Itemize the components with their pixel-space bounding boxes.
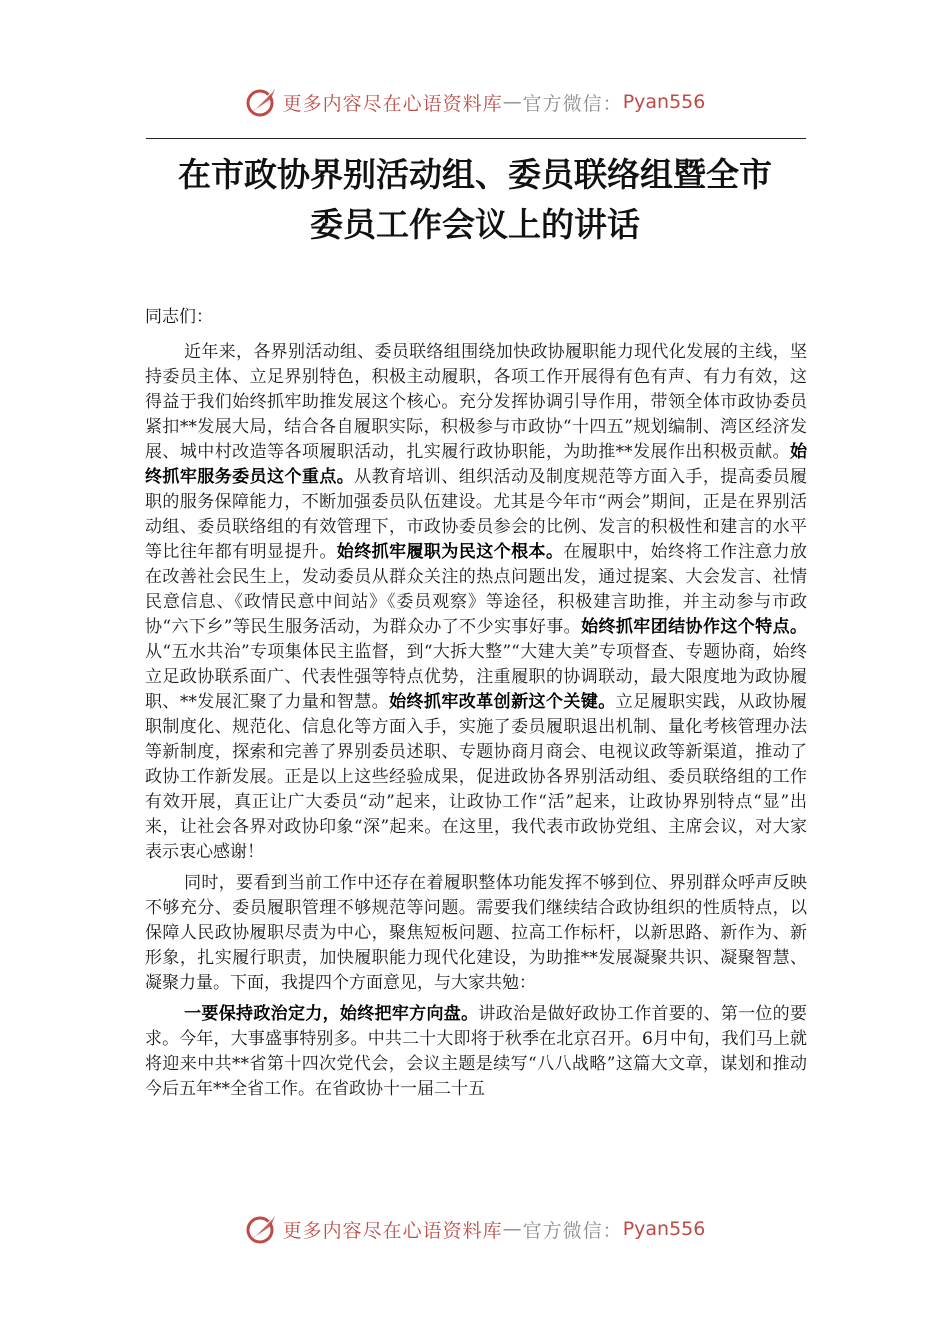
p1-bold-2: 始终抓牢履职为民这个根本。 xyxy=(336,542,564,562)
banner-main-text: 更多内容尽在心语资料库 xyxy=(282,92,503,115)
p3-bold-1: 一要保持政治定力，始终把牢方向盘。 xyxy=(184,1004,479,1024)
p1-text-5: 立足履职实践，从政协履职制度化、规范化、信息化等方面入手，实施了委员履职退出机制、量化考核管理办法等新制度，探索和完善了界别委员述职、专题协商月商会、电视议政等新渠道，推动了政协工作新发展。正是以上这些经验成果，促进政协各界别活动组、委员联络组的工作有效开展，真正让广大委员“动”起来，让政协工作“活”起来，让政协界别特点“显”出来，让社会各界对政协印象“深”起来。在这里，我代表市政协党组、主席会议，对大家表示衷心感谢！ xyxy=(145,692,808,862)
banner-brand: Pyan556 xyxy=(622,91,706,113)
footer-banner xyxy=(0,1209,950,1249)
banner-main-text: 更多内容尽在心语资料库 xyxy=(282,1219,503,1242)
p1-text-3: 在履职中，始终将工作注意力放在改善社会民生上，发动委员从群众关注的热点问题出发，通过提案、大会发言、社情民意信息、《政情民意中间站》《委员观察》等途径，积极建言助推，并主动参与市政协“六下乡”等民生服务活动，为群众办了不少实事好事。 xyxy=(145,542,808,637)
p1-bold-1: 始终抓牢服务委员这个重点。 xyxy=(145,442,807,487)
banner-sub-text: 官方微信： xyxy=(522,92,623,115)
header-banner xyxy=(0,82,950,122)
header-divider xyxy=(146,138,806,139)
feather-pen-logo-icon xyxy=(245,1212,279,1246)
p1-text-1: 近年来，各界别活动组、委员联络组围绕加快政协履职能力现代化发展的主线，坚持委员主体、立足界别特色，积极主动履职，各项工作开展得有色有声、有力有效，这得益于我们始终抓牢助推发展这个核心。充分发挥协调引导作用，带领全体市政协委员紧扣**发展大局，结合各自履职实际，积极参与市政协“十四五”规划编制、湾区经济发展、城中村改造等各项履职活动，扎实履行政协职能，为助推**发展作出积极贡献。 xyxy=(145,342,807,462)
p1-text-4: 从“五水共治”专项集体民主监督，到“大拆大整”“大建大美”专项督查、专题协商，始终立足政协联系面广、代表性强等特点优势，注重履职的协调联动，最大限度地为政协履职、**发展汇聚了力量和智慧。 xyxy=(145,642,807,712)
banner-separator: — xyxy=(502,1218,523,1240)
banner-brand: Pyan556 xyxy=(622,1218,706,1240)
p1-text-2: 从教育培训、组织活动及制度规范等方面入手，提高委员履职的服务保障能力，不断加强委员队伍建设。尤其是今年市“两会”期间，正是在界别活动组、委员联络组的有效管理下，市政协委员参会的比例、发言的积极性和建言的水平等比往年都有明显提升。 xyxy=(145,467,808,562)
p1-bold-3: 始终抓牢团结协作这个特点。 xyxy=(581,617,807,637)
feather-pen-logo-icon xyxy=(245,85,279,119)
banner-sub-text: 官方微信： xyxy=(522,1219,623,1242)
greeting: 同志们： xyxy=(145,307,213,327)
banner-separator: — xyxy=(502,91,523,113)
p1-bold-4: 始终抓牢改革创新这个关键。 xyxy=(389,692,616,712)
document-title xyxy=(120,150,830,250)
title-line-2: 委员工作会议上的讲话 xyxy=(310,205,640,244)
p3-text-1: 讲政治是做好政协工作首要的、第一位的要求。今年，大事盛事特别多。中共二十大即将于秋季在北京召开。6月中旬，我们马上就将迎来中共**省第十四次党代会，会议主题是续写“八八战略”这篇大文章，谋划和推动今后五年**全省工作。在省政协十一届二十五 xyxy=(145,1004,807,1099)
paragraph-3 xyxy=(145,1002,807,1102)
paragraph-2: 同时，要看到当前工作中还存在着履职整体功能发挥不够到位、界别群众呼声反映不够充分、委员履职管理不够规范等问题。需要我们继续结合政协组织的性质特点，以保障人民政协履职尽责为中心，聚焦短板问题、拉高工作标杆，以新思路、新作为、新形象，扎实履行职责，加快履职能力现代化建设，为助推**发展凝聚共识、凝聚智慧、凝聚力量。下面，我提四个方面意见，与大家共勉： xyxy=(145,873,807,993)
paragraph-1 xyxy=(145,340,807,865)
document-body xyxy=(145,305,807,1108)
title-line-1: 在市政协界别活动组、委员联络组暨全市 xyxy=(178,155,772,194)
